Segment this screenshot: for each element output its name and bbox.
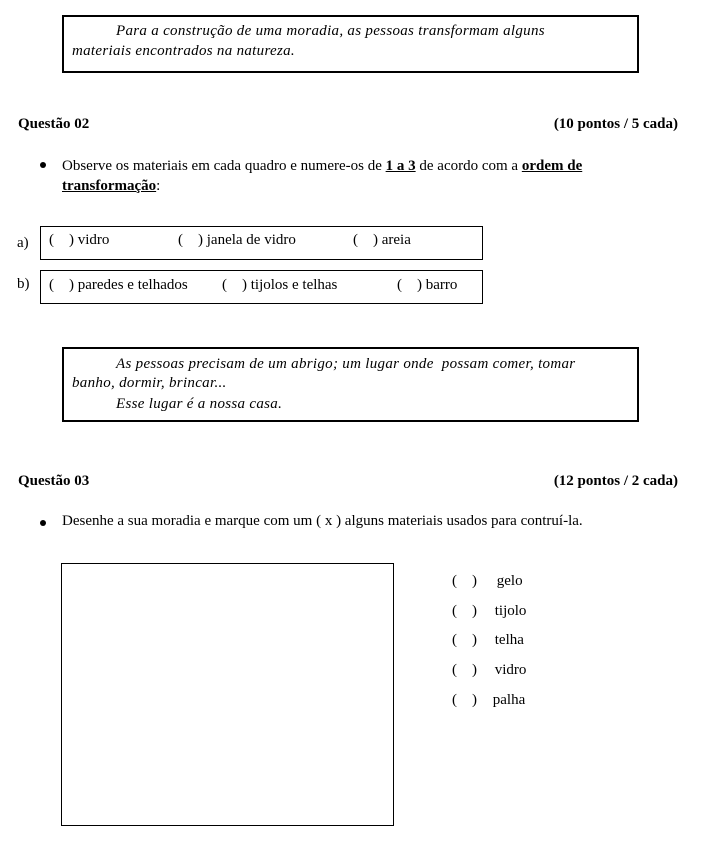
option-checkbox[interactable]: ( ): [452, 662, 477, 678]
option-label: gelo: [496, 573, 523, 589]
question-03-points: (12 pontos / 2 cada): [553, 473, 678, 489]
q2-instruction-range: 1 a 3: [385, 158, 416, 174]
question-03-title: Questão 03: [18, 473, 90, 489]
row-a-item-2[interactable]: ( ) janela de vidro: [178, 232, 296, 248]
row-a-item-3[interactable]: ( ) areia: [353, 232, 411, 248]
material-option-telha[interactable]: [452, 632, 524, 649]
material-option-vidro[interactable]: [452, 662, 526, 679]
question-02-points: (10 pontos / 5 cada): [553, 116, 678, 132]
intro-text-line-2: materiais encontrados na natureza.: [72, 43, 295, 59]
row-b-item-3[interactable]: ( ) barro: [397, 277, 458, 293]
option-checkbox[interactable]: ( ): [452, 632, 477, 648]
row-b-item-2[interactable]: ( ) tijolos e telhas: [222, 277, 338, 293]
row-b-letter: b): [17, 276, 30, 292]
option-label: tijolo: [494, 603, 527, 619]
option-label: vidro: [494, 662, 527, 678]
bullet-icon: [40, 162, 46, 168]
material-option-gelo[interactable]: [452, 573, 523, 590]
shelter-text-line-1: As pessoas precisam de um abrigo; um lugar onde possam comer, tomar: [116, 356, 576, 372]
q2-instruction-bold2: transformação: [62, 178, 157, 194]
intro-text-line-1: Para a construção de uma moradia, as pessoas transformam alguns: [116, 23, 545, 39]
option-checkbox[interactable]: ( ): [452, 692, 477, 708]
shelter-text-line-3: Esse lugar é a nossa casa.: [116, 396, 283, 412]
material-option-tijolo[interactable]: [452, 603, 526, 620]
option-label: telha: [494, 632, 524, 648]
option-checkbox[interactable]: ( ): [452, 573, 477, 589]
q2-instruction-end: :: [156, 178, 161, 194]
q2-instruction-bold1: ordem de: [521, 158, 583, 174]
q2-instruction-mid: de acordo com a: [415, 158, 522, 174]
row-a-letter: a): [17, 235, 29, 251]
bullet-icon: [40, 520, 46, 526]
shelter-text-line-2: banho, dormir, brincar...: [72, 375, 227, 391]
question-03-instruction: Desenhe a sua moradia e marque com um ( x ) alguns materiais usados para contruí-la.: [62, 513, 583, 529]
option-checkbox[interactable]: ( ): [452, 603, 477, 619]
q2-instruction-pre: Observe os materiais em cada quadro e numere-os de: [62, 158, 386, 174]
row-b-item-1[interactable]: ( ) paredes e telhados: [49, 277, 188, 293]
row-a-item-1[interactable]: ( ) vidro: [49, 232, 110, 248]
question-02-title: Questão 02: [18, 116, 90, 132]
material-option-palha[interactable]: [452, 692, 525, 709]
drawing-area[interactable]: [61, 563, 394, 826]
option-label: palha: [492, 692, 526, 708]
question-02-instruction: [62, 156, 680, 196]
